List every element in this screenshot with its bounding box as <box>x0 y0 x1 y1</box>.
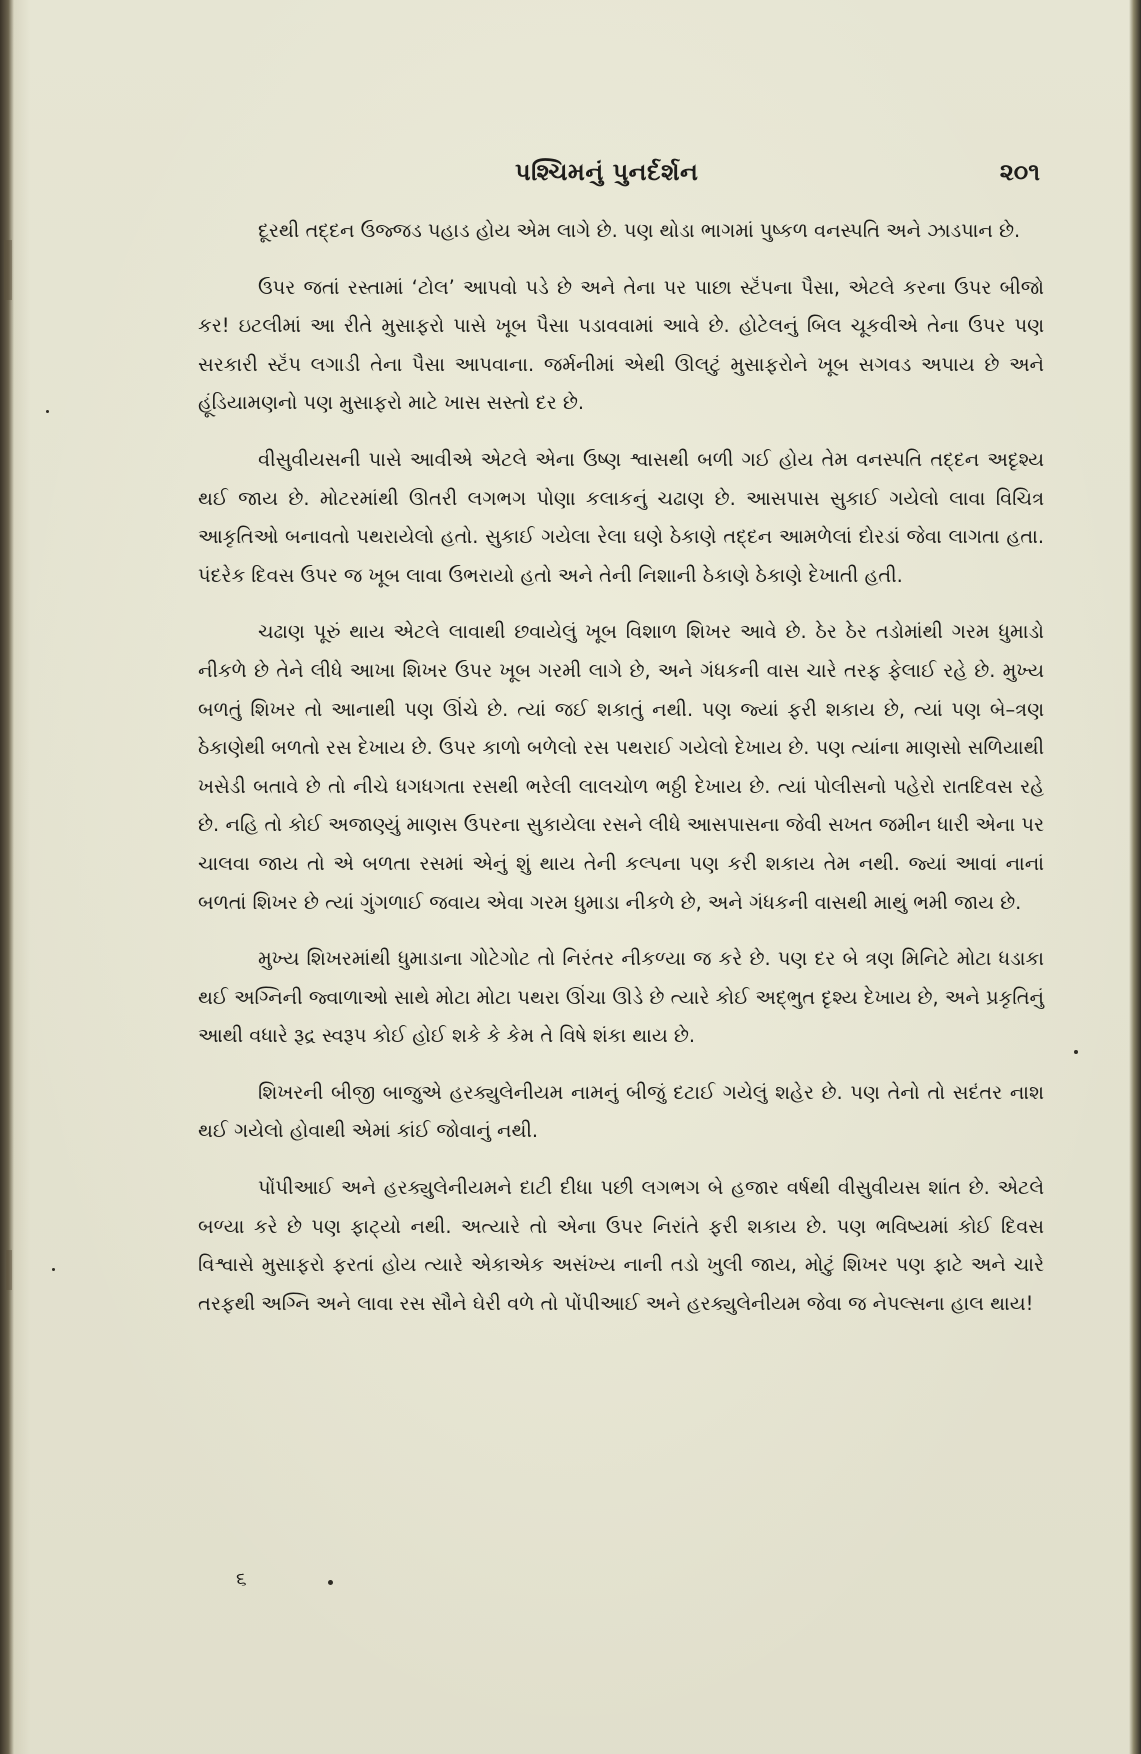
page-number: ૨૦૧ <box>999 158 1040 186</box>
running-title: પશ્ચિમનું પુનર્દર્શન <box>515 158 699 186</box>
paragraph: વીસુવીયસની પાસે આવીએ એટલે એના ઉષ્ણ શ્વાસથી બળી ગઈ હોય તેમ વનસ્પતિ તદ્દન અદૃશ્ય થઈ જાય છે. મોટરમાંથી ઊતરી લગભગ પોણા કલાકનું ચઢાણ છે. આસપાસ સુકાઈ ગયેલો લાવા વિચિત્ર આકૃતિઓ બનાવતો પથરાયેલો હતો. સુકાઈ ગયેલા રેલા ઘણે ઠેકાણે તદ્દન આમળેલાં દોરડાં જેવા લાગતા હતા. પંદરેક દિવસ ઉપર જ ખૂબ લાવા ઉભરાયો હતો અને તેની નિશાની ઠેકાણે ઠેકાણે દેખાતી હતી. <box>198 447 1044 587</box>
paragraph: મુખ્ય શિખરમાંથી ધુમાડાના ગોટેગોટ તો નિરંતર નીકળ્યા જ કરે છે. પણ દર બે ત્રણ મિનિટે મોટા ધડાકા થઈ અગ્નિની જ્વાળાઓ સાથે મોટા મોટા પથરા ઊંચા ઊડે છે ત્યારે કોઈ અદ્ભુત દૃશ્ય દેખાય છે, અને પ્રકૃતિનું આથી વધારે રૂદ્ર સ્વરૂપ કોઈ હોઈ શકે કે કેમ તે વિષે શંકા થાય છે. <box>198 947 1044 1048</box>
ink-speck <box>1074 1050 1078 1054</box>
page-right-edge <box>1129 0 1141 1754</box>
margin-stain <box>4 240 12 300</box>
signature-mark: ૬ <box>236 1568 247 1590</box>
paragraph: શિખરની બીજી બાજુએ હરક્યુલેનીયમ નામનું બીજું દટાઈ ગયેલું શહેર છે. પણ તેનો તો સદંતર નાશ થઈ ગયેલો હોવાથી એમાં કાંઈ જોવાનું નથી. <box>198 1080 1044 1143</box>
paragraph: પોંપીઆઈ અને હરક્યુલેનીયમને દાટી દીધા પછી લગભગ બે હજાર વર્ષથી વીસુવીયસ શાંત છે. એટલે બળ્યા કરે છે પણ ફાટ્યો નથી. અત્યારે તો એના ઉપર નિરાંતે ફરી શકાય છે. પણ ભવિષ્યમાં કોઈ દિવસ વિશ્વાસે મુસાફરો ફરતાં હોય ત્યારે એકાએક અસંખ્ય નાની તડો ખુલી જાય, મોટું શિખર પણ ફાટે અને ચારે તરફથી અગ્નિ અને લાવા રસ સૌને ઘેરી વળે તો પોંપીઆઈ અને હરક્યુલેનીયમ જેવા જ નેપલ્સના હાલ થાય! <box>198 1176 1044 1315</box>
ink-speck <box>46 410 49 413</box>
paragraph: દૂરથી તદ્દન ઉજ્જડ પહાડ હોય એમ લાગે છે. પણ થોડા ભાગમાં પુષ્કળ વનસ્પતિ અને ઝાડપાન છે. <box>258 219 1021 242</box>
margin-stain <box>6 1250 12 1290</box>
ink-speck <box>328 1580 333 1585</box>
page-header <box>160 158 1060 198</box>
ink-speck <box>52 1268 55 1271</box>
body-text <box>198 212 1044 1341</box>
paragraph: ઉપર જતાં રસ્તામાં ‘ટોલ’ આપવો પડે છે અને તેના પર પાછા સ્ટૅંપના પૈસા, એટલે કરના ઉપર બીજો કર! ઇટલીમાં આ રીતે મુસાફરો પાસે ખૂબ પૈસા પડાવવામાં આવે છે. હોટેલનું બિલ ચૂકવીએ તેના ઉપર પણ સરકારી સ્ટૅંપ લગાડી તેના પૈસા આપવાના. જર્મનીમાં એથી ઊલટું મુસાફરોને ખૂબ સગવડ અપાય છે અને હૂંડિયામણનો પણ મુસાફરો માટે ખાસ સસ્તો દર છે. <box>198 275 1044 415</box>
paragraph: ચઢાણ પૂરું થાય એટલે લાવાથી છવાયેલું ખૂબ વિશાળ શિખર આવે છે. ઠેર ઠેર તડોમાંથી ગરમ ધુમાડો નીકળે છે તેને લીધે આખા શિખર ઉપર ખૂબ ગરમી લાગે છે, અને ગંધકની વાસ ચારે તરફ ફેલાઈ રહે છે. મુખ્ય બળતું શિખર તો આનાથી પણ ઊંચે છે. ત્યાં જઈ શકાતું નથી. પણ જ્યાં ફરી શકાય છે, ત્યાં પણ બે–ત્રણ ઠેકાણેથી બળતો રસ દેખાય છે. ઉપર કાળો બળેલો રસ પથરાઈ ગયેલો દેખાય છે. પણ ત્યાંના માણસો સળિયાથી ખસેડી બતાવે છે તો નીચે ધગધગતા રસથી ભરેલી લાલચોળ ભઠ્ઠી દેખાય છે. ત્યાં પોલીસનો પહેરો રાતદિવસ રહે છે. નહિ તો કોઈ અજાણ્યું માણસ ઉપરના સુકાયેલા રસને લીધે આસપાસના જેવી સખત જમીન ધારી એના પર ચાલવા જાય તો એ બળતા રસમાં એનું શું થાય તેની કલ્પના પણ કરી શકાય તેમ નથી. જ્યાં આવાં નાનાં બળતાં શિખર છે ત્યાં ગુંગળાઈ જવાય એવા ગરમ ધુમાડા નીકળે છે, અને ગંધકની વાસથી માથું ભમી જાય છે. <box>198 620 1044 914</box>
